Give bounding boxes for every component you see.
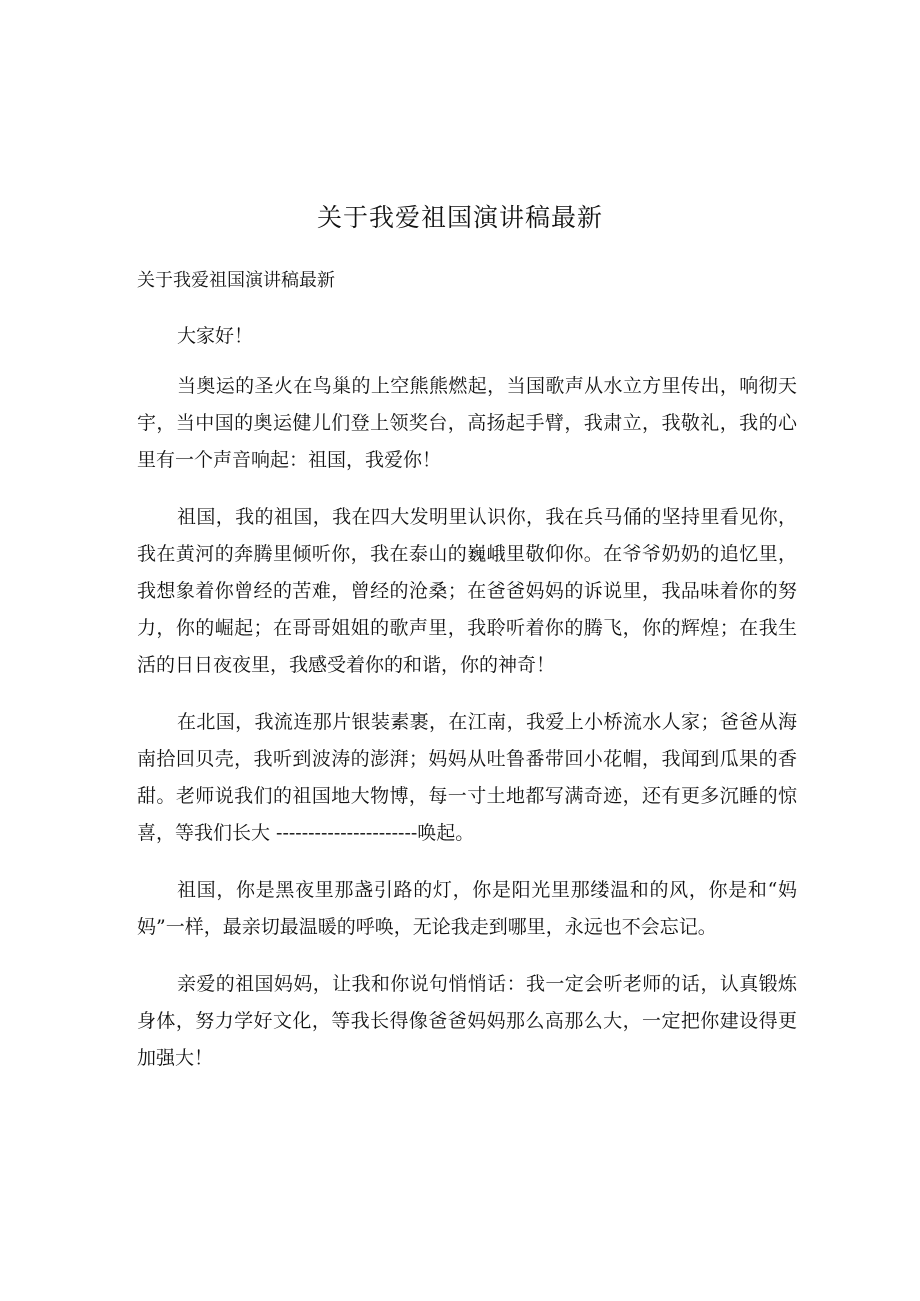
paragraph: 祖国，我的祖国，我在四大发明里认识你，我在兵马俑的坚持里看见你，我在黄河的奔腾里倾听你，我在泰山的巍峨里敬仰你。在爷爷奶奶的追忆里，我想象着你曾经的苦难，曾经的沧桑；在爸爸妈妈的诉说里，我品味着你的努力，你的崛起；在哥哥姐姐的歌声里，我聆听着你的腾飞，你的辉煌；在我生活的日日夜夜里，我感受着你的和谐，你的神奇！ — [137, 506, 797, 676]
paragraph-greeting: 大家好！ — [177, 325, 254, 347]
document-subtitle: 关于我爱祖国演讲稿最新 — [137, 270, 335, 291]
document-title: 关于我爱祖国演讲稿最新 — [316, 203, 603, 232]
paragraph: 亲爱的祖国妈妈，让我和你说句悄悄话：我一定会听老师的话，认真锻炼身体，努力学好文化，等我长得像爸爸妈妈那么高那么大，一定把你建设得更加强大！ — [137, 973, 797, 1069]
paragraph: 在北国，我流连那片银装素裹，在江南，我爱上小桥流水人家；爸爸从海南拾回贝壳，我听到波涛的澎湃；妈妈从吐鲁番带回小花帽，我闻到瓜果的香甜。老师说我们的祖国地大物博，每一寸土地都写满奇迹，还有更多沉睡的惊喜，等我们长大 ----------------------唤起。 — [137, 711, 797, 844]
paragraph: 当奥运的圣火在鸟巢的上空熊熊燃起，当国歌声从水立方里传出，响彻天宇，当中国的奥运健儿们登上领奖台，高扬起手臂，我肃立，我敬礼，我的心里有一个声音响起：祖国，我爱你！ — [137, 375, 797, 471]
paragraph: 祖国，你是黑夜里那盏引路的灯，你是阳光里那缕温和的风，你是和“妈妈”一样，最亲切最温暖的呼唤，无论我走到哪里，永远也不会忘记。 — [137, 879, 797, 938]
document-body — [137, 318, 797, 1097]
